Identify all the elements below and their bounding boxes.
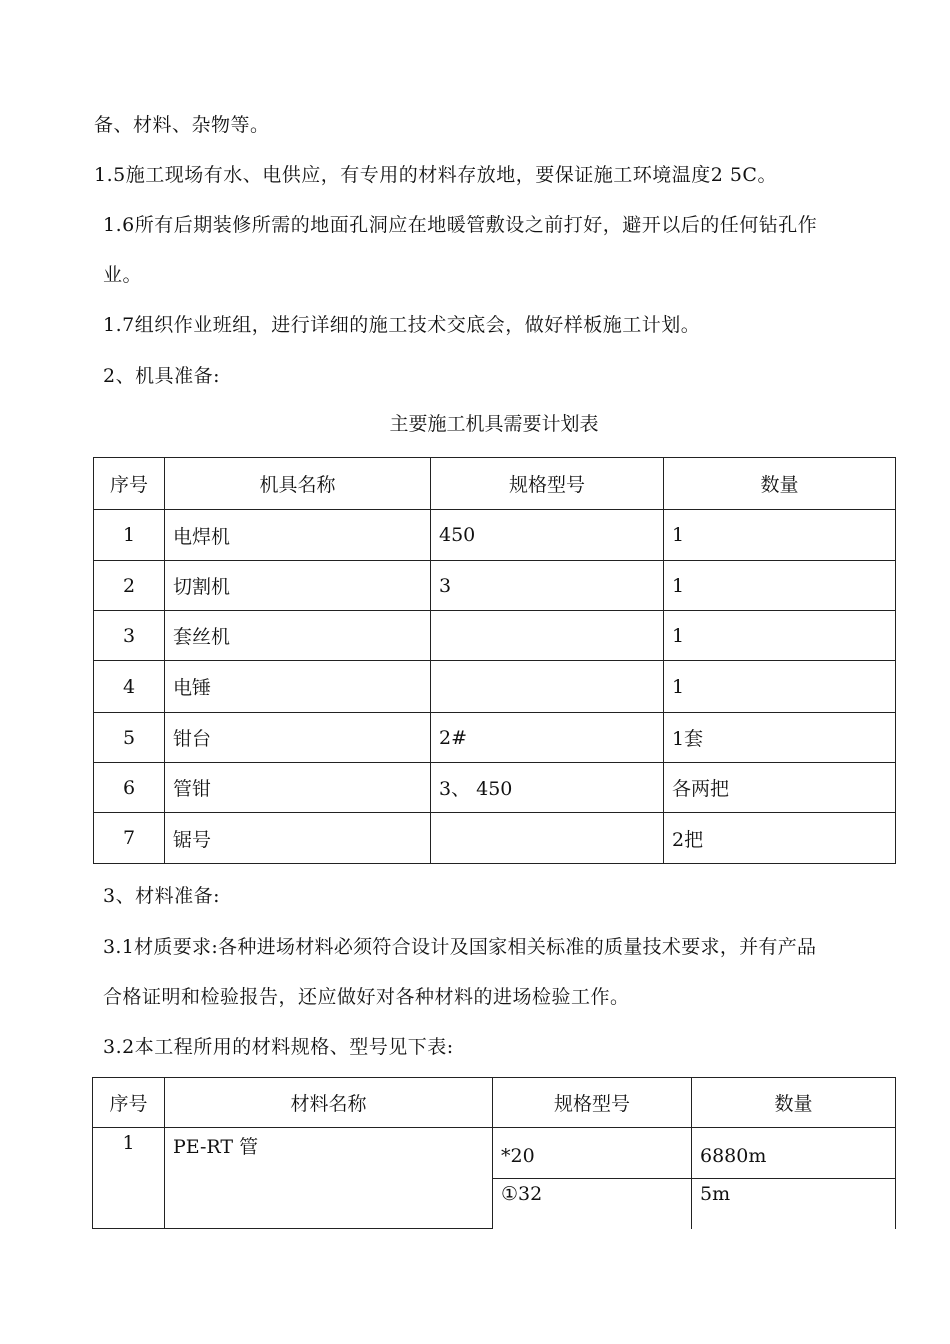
paragraph: 1.6所有后期装修所需的地面孔洞应在地暖管敷设之前打好，避开以后的任何钻孔作 bbox=[103, 214, 818, 236]
cell-qty: 5m bbox=[692, 1179, 896, 1229]
cell-no: 7 bbox=[94, 813, 165, 864]
table-row bbox=[94, 763, 896, 813]
cell-no: 6 bbox=[94, 763, 165, 813]
cell-qty: 6880m bbox=[692, 1128, 896, 1179]
cell-no: 3 bbox=[94, 611, 165, 661]
table-row bbox=[94, 510, 896, 561]
cell-qty: 2把 bbox=[664, 813, 896, 864]
section-heading: 3、材料准备: bbox=[103, 885, 220, 907]
paragraph: 备、材料、杂物等。 bbox=[94, 114, 270, 136]
cell-no: 4 bbox=[94, 661, 165, 713]
cell-spec: 2# bbox=[431, 713, 664, 763]
cell-spec bbox=[431, 813, 664, 864]
materials-table bbox=[92, 1077, 896, 1229]
cell-name: 锯号 bbox=[165, 813, 431, 864]
table-row bbox=[94, 661, 896, 713]
cell-spec bbox=[431, 611, 664, 661]
section-heading: 2、机具准备: bbox=[103, 365, 220, 387]
header-cell: 序号 bbox=[94, 458, 165, 510]
cell-spec: 3、 450 bbox=[431, 763, 664, 813]
cell-name: 切割机 bbox=[165, 561, 431, 611]
cell-spec bbox=[431, 661, 664, 713]
paragraph: 1.7组织作业班组，进行详细的施工技术交底会，做好样板施工计划。 bbox=[103, 314, 701, 336]
cell-no: 5 bbox=[94, 713, 165, 763]
header-cell: 机具名称 bbox=[165, 458, 431, 510]
cell-spec: 3 bbox=[431, 561, 664, 611]
header-cell: 数量 bbox=[692, 1078, 896, 1128]
tools-table bbox=[93, 457, 896, 864]
paragraph: 合格证明和检验报告，还应做好对各种材料的进场检验工作。 bbox=[103, 986, 630, 1008]
paragraph: 3.1材质要求:各种进场材料必须符合设计及国家相关标准的质量技术要求，并有产品 bbox=[103, 936, 817, 958]
paragraph: 1.5施工现场有水、电供应，有专用的材料存放地，要保证施工环境温度2 5C。 bbox=[94, 164, 777, 186]
cell-no: 1 bbox=[93, 1128, 165, 1229]
cell-name: 钳台 bbox=[165, 713, 431, 763]
cell-qty: 1 bbox=[664, 561, 896, 611]
cell-qty: 1 bbox=[664, 510, 896, 561]
cell-no: 2 bbox=[94, 561, 165, 611]
header-cell: 规格型号 bbox=[493, 1078, 692, 1128]
cell-qty: 1 bbox=[664, 661, 896, 713]
cell-spec: 450 bbox=[431, 510, 664, 561]
cell-name: 电焊机 bbox=[165, 510, 431, 561]
table-caption: 主要施工机具需要计划表 bbox=[389, 413, 599, 435]
header-cell: 规格型号 bbox=[431, 458, 664, 510]
header-cell: 数量 bbox=[664, 458, 896, 510]
header-cell: 序号 bbox=[93, 1078, 165, 1128]
cell-name: 管钳 bbox=[165, 763, 431, 813]
paragraph: 3.2本工程所用的材料规格、型号见下表: bbox=[103, 1036, 454, 1058]
table-row bbox=[94, 611, 896, 661]
cell-name: 电锤 bbox=[165, 661, 431, 713]
cell-name: PE-RT 管 bbox=[165, 1128, 493, 1229]
table-row bbox=[94, 561, 896, 611]
cell-spec: ①32 bbox=[493, 1179, 692, 1229]
paragraph: 业。 bbox=[103, 264, 143, 286]
table-row bbox=[93, 1128, 896, 1179]
cell-name: 套丝机 bbox=[165, 611, 431, 661]
cell-no: 1 bbox=[94, 510, 165, 561]
cell-qty: 1 bbox=[664, 611, 896, 661]
table-header-row bbox=[93, 1078, 896, 1128]
cell-qty: 各两把 bbox=[664, 763, 896, 813]
header-cell: 材料名称 bbox=[165, 1078, 493, 1128]
table-row bbox=[94, 813, 896, 864]
table-header-row bbox=[94, 458, 896, 510]
cell-qty: 1套 bbox=[664, 713, 896, 763]
cell-spec: *20 bbox=[493, 1128, 692, 1179]
table-row bbox=[94, 713, 896, 763]
